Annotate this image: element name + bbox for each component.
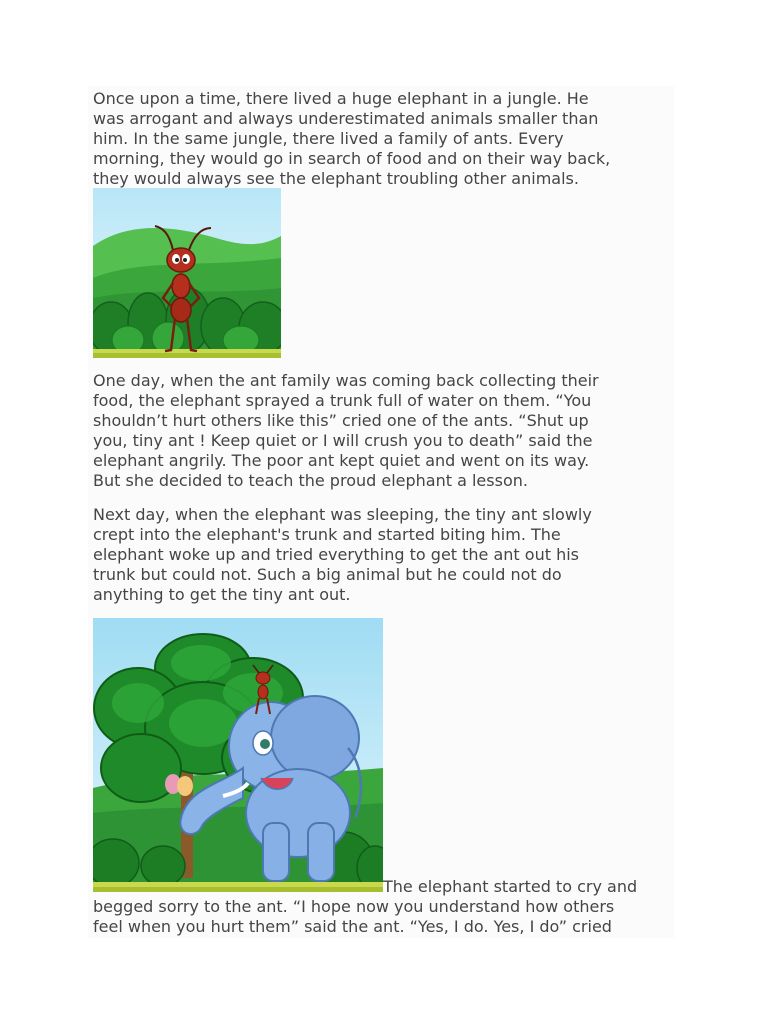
story-content: [88, 86, 674, 938]
story-paragraph-2: One day, when the ant family was coming back collecting their food, the elephant sprayed a trunk full of water on them. “You shouldn’t hurt others like this” cried one of the ants. “Shut up you, tiny ant ! Keep quiet or I will crush you to death” said the elephant angrily. The poor ant kept quiet and went on its way. But she decided to teach the proud elephant a lesson.: [93, 371, 599, 490]
story-paragraph-3: Next day, when the elephant was sleeping, the tiny ant slowly crept into the elephant's trunk and started biting him. The elephant woke up and tried everything to get the ant out his trunk but could not. Such a big animal but he could not do anything to get the tiny ant out.: [93, 505, 592, 604]
story-paragraph-1: Once upon a time, there lived a huge elephant in a jungle. He was arrogant and always underestimated animals smaller than him. In the same jungle, there lived a family of ants. Every morning, they would go in search of food and on their way back, they would always see the elephant troubling other animals.: [93, 89, 611, 188]
elephant-illustration: [93, 618, 383, 892]
elephant-scene-icon: [93, 618, 383, 892]
ant-illustration: [93, 188, 281, 358]
ant-scene-icon: [93, 188, 281, 358]
story-paragraph-4-continued: begged sorry to the ant. “I hope now you understand how others feel when you hurt them” said the ant. “Yes, I do. Yes, I do” cried: [93, 897, 615, 936]
story-paragraph-4-start: The elephant started to cry and: [383, 877, 638, 896]
